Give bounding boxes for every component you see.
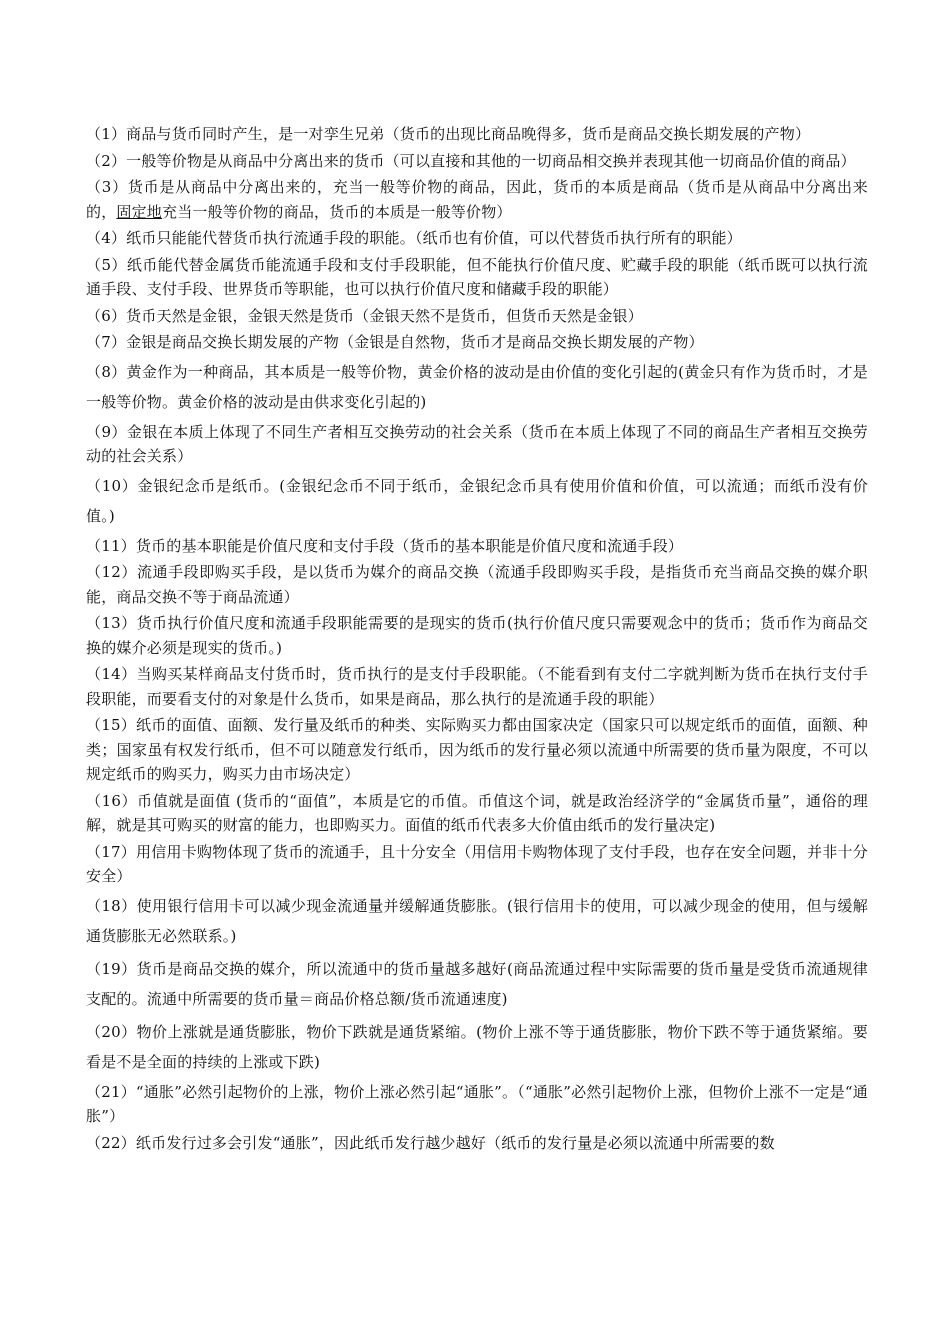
- item-text: 充当一般等价物的商品，货币的本质是一般等价物）: [162, 202, 512, 221]
- list-item: （1）商品与货币同时产生，是一对孪生兄弟（货币的出现比商品晚得多，货币是商品交换长期发展的产物）: [86, 125, 811, 143]
- list-item: （15）纸币的面值、面额、发行量及纸币的种类、实际购买力都由国家决定（国家只可以规定纸币的面值，面额、种类；国家虽有权发行纸币，但不可以随意发行纸币，因为纸币的发行量必须以流通中所需要的货币量为限度，不可以规定纸币的购买力，购买力由市场决定）: [86, 716, 868, 783]
- list-item: （8）黄金作为一种商品，其本质是一般等价物，黄金价格的波动是由价值的变化引起的(黄金只有作为货币时，才是一般等价物。黄金价格的波动是由供求变化引起的): [86, 362, 868, 411]
- list-item: （20）物价上涨就是通货膨胀，物价下跌就是通货紧缩。(物价上涨不等于通货膨胀，物价下跌不等于通货紧缩。要看是不是全面的持续的上涨或下跌): [86, 1022, 868, 1071]
- list-item: （7）金银是商品交换长期发展的产物（金银是自然物，货币才是商品交换长期发展的产物）: [86, 333, 704, 351]
- list-item: [86, 175, 868, 224]
- list-item: （6）货币天然是金银，金银天然是货币（金银天然不是货币，但货币天然是金银）: [86, 306, 643, 325]
- underlined-text: 固定地: [116, 202, 163, 221]
- list-item: （14）当购买某样商品支付货币时，货币执行的是支付手段职能。（不能看到有支付二字就判断为货币在执行支付手段职能，而要看支付的对象是什么货币，如果是商品，那么执行的是流通手段的职能）: [86, 665, 868, 708]
- list-item: （22）纸币发行过多会引发“通胀”，因此纸币发行越少越好（纸币的发行量是必须以流通中所需要的数: [86, 1133, 775, 1152]
- list-item: （2）一般等价物是从商品中分离出来的货币（可以直接和其他的一切商品相交换并表现其他一切商品价值的商品）: [86, 151, 856, 170]
- list-item: （10）金银纪念币是纸币。(金银纪念币不同于纸币，金银纪念币具有使用价值和价值，可以流通；而纸币没有价值。): [86, 476, 868, 525]
- list-item: （21）“通胀”必然引起物价的上涨，物价上涨必然引起“通胀”。（“通胀”必然引起物价上涨，但物价上涨不一定是“通胀”）: [86, 1082, 868, 1125]
- item-text: （3）货币是从商品中分离出来的，充当一般等价物的商品，因此，货币的本质是商品（货币是从商品中分离出来的，: [86, 178, 868, 221]
- list-item: （12）流通手段即购买手段，是以货币为媒介的商品交换（流通手段即购买手段，是指货币充当商品交换的媒介职能，商品交换不等于商品流通）: [86, 563, 868, 606]
- list-item: （13）货币执行价值尺度和流通手段职能需要的是现实的货币(执行价值尺度只需要观念中的货币；货币作为商品交换的媒介必须是现实的货币。): [86, 614, 868, 657]
- list-item: （4）纸币只能能代替货币执行流通手段的职能。（纸币也有价值，可以代替货币执行所有的职能）: [86, 229, 742, 247]
- list-item: （9）金银在本质上体现了不同生产者相互交换劳动的社会关系（货币在本质上体现了不同的商品生产者相互交换劳动的社会关系）: [86, 422, 868, 465]
- list-item: （17）用信用卡购物体现了货币的流通手，且十分安全（用信用卡购物体现了支付手段，也存在安全问题，并非十分安全）: [86, 842, 868, 885]
- list-item: （18）使用银行信用卡可以减少现金流通量并缓解通货膨胀。(银行信用卡的使用，可以减少现金的使用，但与缓解通货膨胀无必然联系。): [86, 896, 868, 945]
- list-item: （5）纸币能代替金属货币能流通手段和支付手段职能，但不能执行价值尺度、贮藏手段的职能（纸币既可以执行流通手段、支付手段、世界货币等职能，也可以执行价值尺度和储藏手段的职能）: [86, 255, 868, 298]
- list-item: （11）货币的基本职能是价值尺度和支付手段（货币的基本职能是价值尺度和流通手段）: [86, 536, 684, 555]
- list-item: （16）币值就是面值 (货币的“面值”，本质是它的币值。币值这个词，就是政治经济学的“金属货币量”，通俗的理解，就是其可购买的财富的能力，也即购买力。面值的纸币代表多大价值由纸币的发行量决定): [86, 791, 868, 834]
- document-body: [86, 122, 868, 1155]
- list-item: （19）货币是商品交换的媒介，所以流通中的货币量越多越好(商品流通过程中实际需要的货币量是受货币流通规律支配的。流通中所需要的货币量＝商品价格总额/货币流通速度): [86, 959, 868, 1008]
